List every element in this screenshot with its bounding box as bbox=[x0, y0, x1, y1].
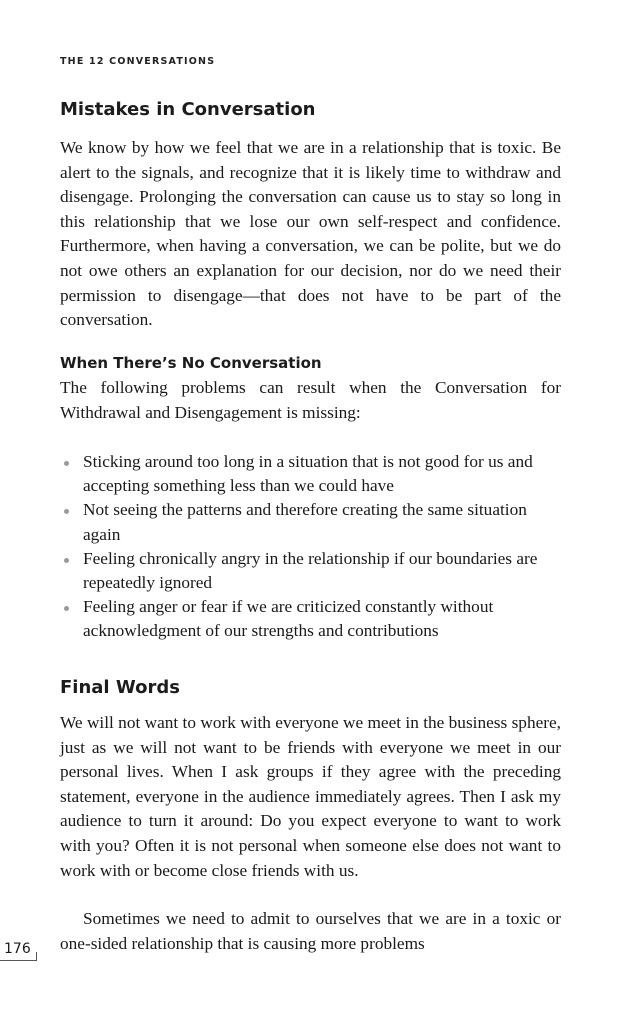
mistakes-paragraph: We know by how we feel that we are in a relationship that is toxic. Be alert to the signals, and recognize that it is likely time to withdraw and disengage. Prolonging the conversation can cause us to stay so long in this relationship that we lose our own self-respect and confidence. Furthermore, when having a conversation, we can be polite, but we do not owe others an explanation for our decision, nor do we need their permission to disengage—that does not have to be part of the conversation. bbox=[60, 138, 561, 330]
page-number-tick bbox=[36, 952, 37, 961]
list-item bbox=[60, 547, 561, 595]
bullet-icon bbox=[64, 509, 69, 514]
page-number: 176 bbox=[4, 941, 31, 957]
no-conversation-intro: The following problems can result when the Conversation for Withdrawal and Disengagement is missing: bbox=[60, 378, 561, 422]
bullet-icon bbox=[64, 606, 69, 611]
running-head: THE 12 CONVERSATIONS bbox=[60, 56, 216, 67]
bullet-icon bbox=[64, 461, 69, 466]
final-words-paragraph-2: Sometimes we need to admit to ourselves that we are in a toxic or one-sided relationship that is causing more problems bbox=[60, 909, 561, 953]
section-heading-final-words: Final Words bbox=[60, 677, 180, 698]
section-heading-mistakes: Mistakes in Conversation bbox=[60, 99, 316, 120]
list-item-text: Feeling anger or fear if we are criticized constantly without acknowledgment of our strengths and contributions bbox=[83, 597, 494, 641]
subheading-no-conversation: When There’s No Conversation bbox=[60, 354, 322, 372]
final-words-paragraph-1: We will not want to work with everyone we meet in the business sphere, just as we will not want to be friends with everyone we meet in our personal lives. When I ask groups if they agree with the preceding statement, everyone in the audience immediately agrees. Then I ask my audience to turn it around: Do you expect everyone to want to work with you? Often it is not personal when someone else does not want to work with or become close friends with us. bbox=[60, 713, 561, 880]
list-item bbox=[60, 450, 561, 498]
page-number-rule bbox=[0, 960, 37, 961]
list-item bbox=[60, 595, 561, 643]
list-item-text: Not seeing the patterns and therefore creating the same situation again bbox=[83, 500, 527, 544]
problems-list bbox=[60, 450, 561, 644]
bullet-icon bbox=[64, 558, 69, 563]
list-item-text: Feeling chronically angry in the relationship if our boundaries are repeatedly ignored bbox=[83, 548, 538, 593]
list-item-text: Sticking around too long in a situation that is not good for us and accepting something less than we could have bbox=[83, 452, 533, 496]
list-item bbox=[60, 498, 561, 546]
